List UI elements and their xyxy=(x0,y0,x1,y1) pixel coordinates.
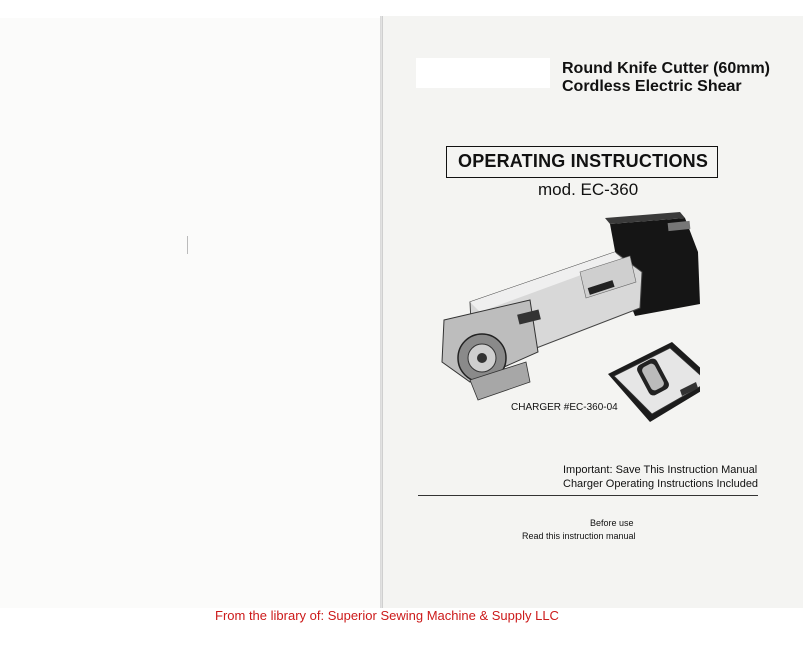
divider-line xyxy=(418,495,758,496)
model-number: mod. EC-360 xyxy=(538,180,639,199)
important-note-line1: Important: Save This Instruction Manual xyxy=(563,464,758,476)
redacted-logo-area xyxy=(416,58,550,88)
library-footer: From the library of: Superior Sewing Machine & Supply LLC xyxy=(215,608,559,623)
read-manual-text: Read this instruction manual xyxy=(522,531,636,541)
left-page xyxy=(0,18,380,608)
cutter-and-charger-illustration xyxy=(430,212,700,422)
page-mark xyxy=(187,236,188,254)
product-title-line1: Round Knife Cutter (60mm) xyxy=(562,60,770,77)
before-use-text: Before use xyxy=(590,518,634,528)
product-title-line2: Cordless Electric Shear xyxy=(562,78,742,95)
charger-base xyxy=(608,342,700,422)
blade-head xyxy=(442,300,541,400)
charger-caption: CHARGER #EC-360-04 xyxy=(511,402,618,413)
important-note-line2: Charger Operating Instructions Included xyxy=(563,478,759,490)
operating-instructions-heading: OPERATING INSTRUCTIONS xyxy=(458,151,709,171)
